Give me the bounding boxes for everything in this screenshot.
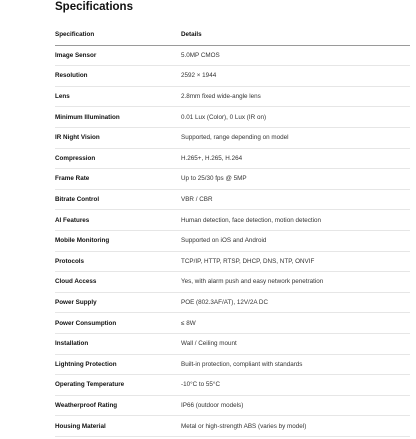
spec-name: Mobile Monitoring xyxy=(55,237,110,245)
table-row xyxy=(55,375,410,396)
spec-detail: ≤ 8W xyxy=(181,319,196,327)
header-details: Details xyxy=(181,31,202,39)
spec-name: Protocols xyxy=(55,257,85,265)
spec-detail: Supported, range depending on model xyxy=(181,134,289,142)
table-header-row xyxy=(55,25,410,46)
spec-detail: Supported on iOS and Android xyxy=(181,237,267,245)
table-row xyxy=(55,334,410,355)
table-row xyxy=(55,272,410,293)
spec-detail: POE (802.3AF/AT), 12V/2A DC xyxy=(181,299,269,307)
header-specification: Specification xyxy=(55,31,95,39)
table-row xyxy=(55,66,410,87)
spec-detail: 5.0MP CMOS xyxy=(181,51,220,59)
spec-detail: Metal or high-strength ABS (varies by model) xyxy=(181,422,307,430)
spec-name: Image Sensor xyxy=(55,51,97,59)
table-row xyxy=(55,128,410,149)
spec-name: Housing Material xyxy=(55,422,106,430)
specifications-table xyxy=(55,25,410,437)
table-row xyxy=(55,252,410,273)
spec-name: Power Supply xyxy=(55,299,97,307)
table-row xyxy=(55,416,410,437)
table-row xyxy=(55,87,410,108)
spec-name: Weatherproof Rating xyxy=(55,401,118,409)
table-row xyxy=(55,210,410,231)
spec-name: AI Features xyxy=(55,216,90,224)
spec-detail: H.265+, H.265, H.264 xyxy=(181,154,243,162)
spec-detail: IP66 (outdoor models) xyxy=(181,401,244,409)
spec-name: Lens xyxy=(55,93,70,101)
spec-name: Compression xyxy=(55,154,96,162)
spec-detail: VBR / CBR xyxy=(181,196,213,204)
table-row xyxy=(55,231,410,252)
table-row xyxy=(55,149,410,170)
table-row xyxy=(55,313,410,334)
table-row xyxy=(55,169,410,190)
spec-name: Installation xyxy=(55,340,89,348)
spec-detail: Built-in protection, compliant with standards xyxy=(181,360,303,368)
table-row xyxy=(55,355,410,376)
spec-name: Operating Temperature xyxy=(55,381,125,389)
spec-name: Lightning Protection xyxy=(55,360,117,368)
table-row xyxy=(55,293,410,314)
spec-detail: Human detection, face detection, motion detection xyxy=(181,216,322,224)
spec-name: Minimum Illumination xyxy=(55,113,120,121)
spec-detail: Wall / Ceiling mount xyxy=(181,340,237,348)
spec-detail: 2592 × 1944 xyxy=(181,72,217,80)
table-row xyxy=(55,396,410,417)
spec-detail: -10°C to 55°C xyxy=(181,381,220,389)
spec-name: IR Night Vision xyxy=(55,134,100,142)
spec-detail: Yes, with alarm push and easy network penetration xyxy=(181,278,324,286)
spec-name: Resolution xyxy=(55,72,88,80)
spec-name: Power Consumption xyxy=(55,319,117,327)
table-row xyxy=(55,107,410,128)
spec-detail: TCP/IP, HTTP, RTSP, DHCP, DNS, NTP, ONVIF xyxy=(181,257,315,265)
spec-name: Frame Rate xyxy=(55,175,90,183)
spec-name: Cloud Access xyxy=(55,278,97,286)
spec-detail: 2.8mm fixed wide-angle lens xyxy=(181,93,261,101)
table-row xyxy=(55,190,410,211)
page-title: Specifications xyxy=(55,1,133,13)
spec-name: Bitrate Control xyxy=(55,196,100,204)
spec-detail: 0.01 Lux (Color), 0 Lux (IR on) xyxy=(181,113,267,121)
spec-detail: Up to 25/30 fps @ 5MP xyxy=(181,175,247,183)
table-row xyxy=(55,46,410,67)
